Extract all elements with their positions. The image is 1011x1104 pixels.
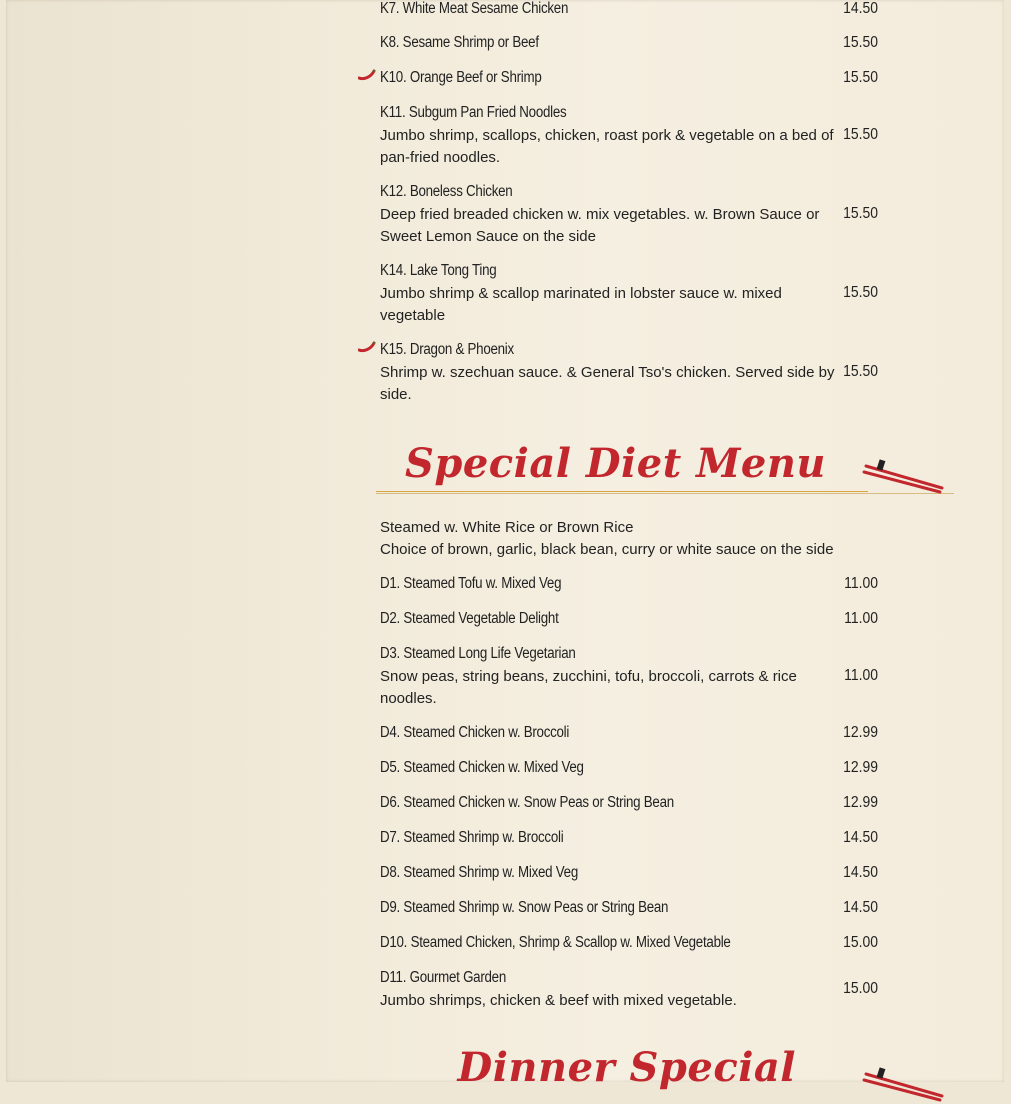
menu-item-name: K7. White Meat Sesame Chicken xyxy=(380,0,569,17)
section-title: Dinner Special xyxy=(457,1044,796,1091)
menu-item-name: D7. Steamed Shrimp w. Broccoli xyxy=(380,829,564,846)
hot-pepper-icon xyxy=(358,69,376,81)
menu-item xyxy=(380,829,920,859)
menu-item-price: 11.00 xyxy=(844,667,878,684)
menu-item-name: K11. Subgum Pan Fried Noodles xyxy=(380,104,567,121)
menu-item-price: 15.50 xyxy=(843,205,878,222)
menu-item-description: Snow peas, string beans, zucchini, tofu, broccoli, carrots & rice noodles. xyxy=(380,668,797,707)
menu-item-price: 15.00 xyxy=(843,980,878,997)
menu-item-description: Jumbo shrimps, chicken & beef with mixed vegetable. xyxy=(380,992,737,1009)
menu-item-price: 15.00 xyxy=(843,934,878,951)
menu-item xyxy=(380,724,920,754)
menu-item xyxy=(380,794,920,824)
section-intro-rice: Steamed w. White Rice or Brown Rice xyxy=(380,519,634,536)
menu-item xyxy=(380,575,920,605)
menu-item-price: 15.50 xyxy=(843,363,878,380)
menu-item-price: 14.50 xyxy=(843,864,878,881)
menu-item-name: K10. Orange Beef or Shrimp xyxy=(380,69,542,86)
menu-item-name: D6. Steamed Chicken w. Snow Peas or String Bean xyxy=(380,794,674,811)
menu-item-price: 15.50 xyxy=(843,69,878,86)
menu-item-name: D3. Steamed Long Life Vegetarian xyxy=(380,645,576,662)
menu-item xyxy=(380,645,920,715)
menu-item xyxy=(380,969,920,1019)
menu-item xyxy=(380,0,920,30)
hot-pepper-icon xyxy=(358,341,376,353)
menu-item xyxy=(380,899,920,929)
section-divider xyxy=(376,491,868,492)
menu-item-name: D11. Gourmet Garden xyxy=(380,969,506,986)
menu-item-description: Jumbo shrimp, scallops, chicken, roast pork & vegetable on a bed of pan-fried noodles. xyxy=(380,127,834,166)
menu-item-price: 14.50 xyxy=(843,829,878,846)
menu-item-description: Shrimp w. szechuan sauce. & General Tso's chicken. Served side by side. xyxy=(380,364,835,403)
menu-item-name: K12. Boneless Chicken xyxy=(380,183,513,200)
menu-item-name: D9. Steamed Shrimp w. Snow Peas or String Bean xyxy=(380,899,669,916)
menu-item-name: D5. Steamed Chicken w. Mixed Veg xyxy=(380,759,584,776)
menu-item-description: Jumbo shrimp & scallop marinated in lobster sauce w. mixed vegetable xyxy=(380,285,782,324)
menu-item-name: D10. Steamed Chicken, Shrimp & Scallop w. Mixed Vegetable xyxy=(380,934,731,951)
menu-item-name: D2. Steamed Vegetable Delight xyxy=(380,610,559,627)
menu-item-description: Deep fried breaded chicken w. mix vegetables. w. Brown Sauce or Sweet Lemon Sauce on the side xyxy=(380,206,820,245)
menu-item xyxy=(380,183,920,253)
chopsticks-icon xyxy=(860,1062,948,1102)
menu-item-price: 15.50 xyxy=(843,126,878,143)
menu-item-price: 11.00 xyxy=(844,575,878,592)
menu-item xyxy=(380,69,920,99)
menu-item-price: 12.99 xyxy=(843,724,878,741)
section-header-special-diet xyxy=(376,440,954,500)
section-intro-sauce: Choice of brown, garlic, black bean, curry or white sauce on the side xyxy=(380,541,834,558)
menu-item-price: 11.00 xyxy=(844,610,878,627)
menu-item-price: 15.50 xyxy=(843,34,878,51)
menu-item-price: 14.50 xyxy=(843,899,878,916)
section-title: Special Diet Menu xyxy=(404,440,826,487)
menu-item xyxy=(380,34,920,64)
menu-item xyxy=(380,104,920,174)
menu-item-name: K8. Sesame Shrimp or Beef xyxy=(380,34,539,51)
menu-item-price: 15.50 xyxy=(843,284,878,301)
menu-item-name: D4. Steamed Chicken w. Broccoli xyxy=(380,724,570,741)
section-header-dinner-special xyxy=(376,1044,954,1104)
menu-item-price: 12.99 xyxy=(843,759,878,776)
menu-item xyxy=(380,262,920,332)
menu-item-name: K14. Lake Tong Ting xyxy=(380,262,497,279)
menu-item xyxy=(380,759,920,789)
menu-item-price: 12.99 xyxy=(843,794,878,811)
menu-item xyxy=(380,864,920,894)
menu-item xyxy=(380,341,920,411)
menu-item-name: K15. Dragon & Phoenix xyxy=(380,341,514,358)
chopsticks-icon xyxy=(860,454,948,494)
menu-item-name: D8. Steamed Shrimp w. Mixed Veg xyxy=(380,864,578,881)
menu-item-name: D1. Steamed Tofu w. Mixed Veg xyxy=(380,575,562,592)
menu-item xyxy=(380,610,920,640)
menu-item-price: 14.50 xyxy=(843,0,878,17)
menu-item xyxy=(380,934,920,964)
